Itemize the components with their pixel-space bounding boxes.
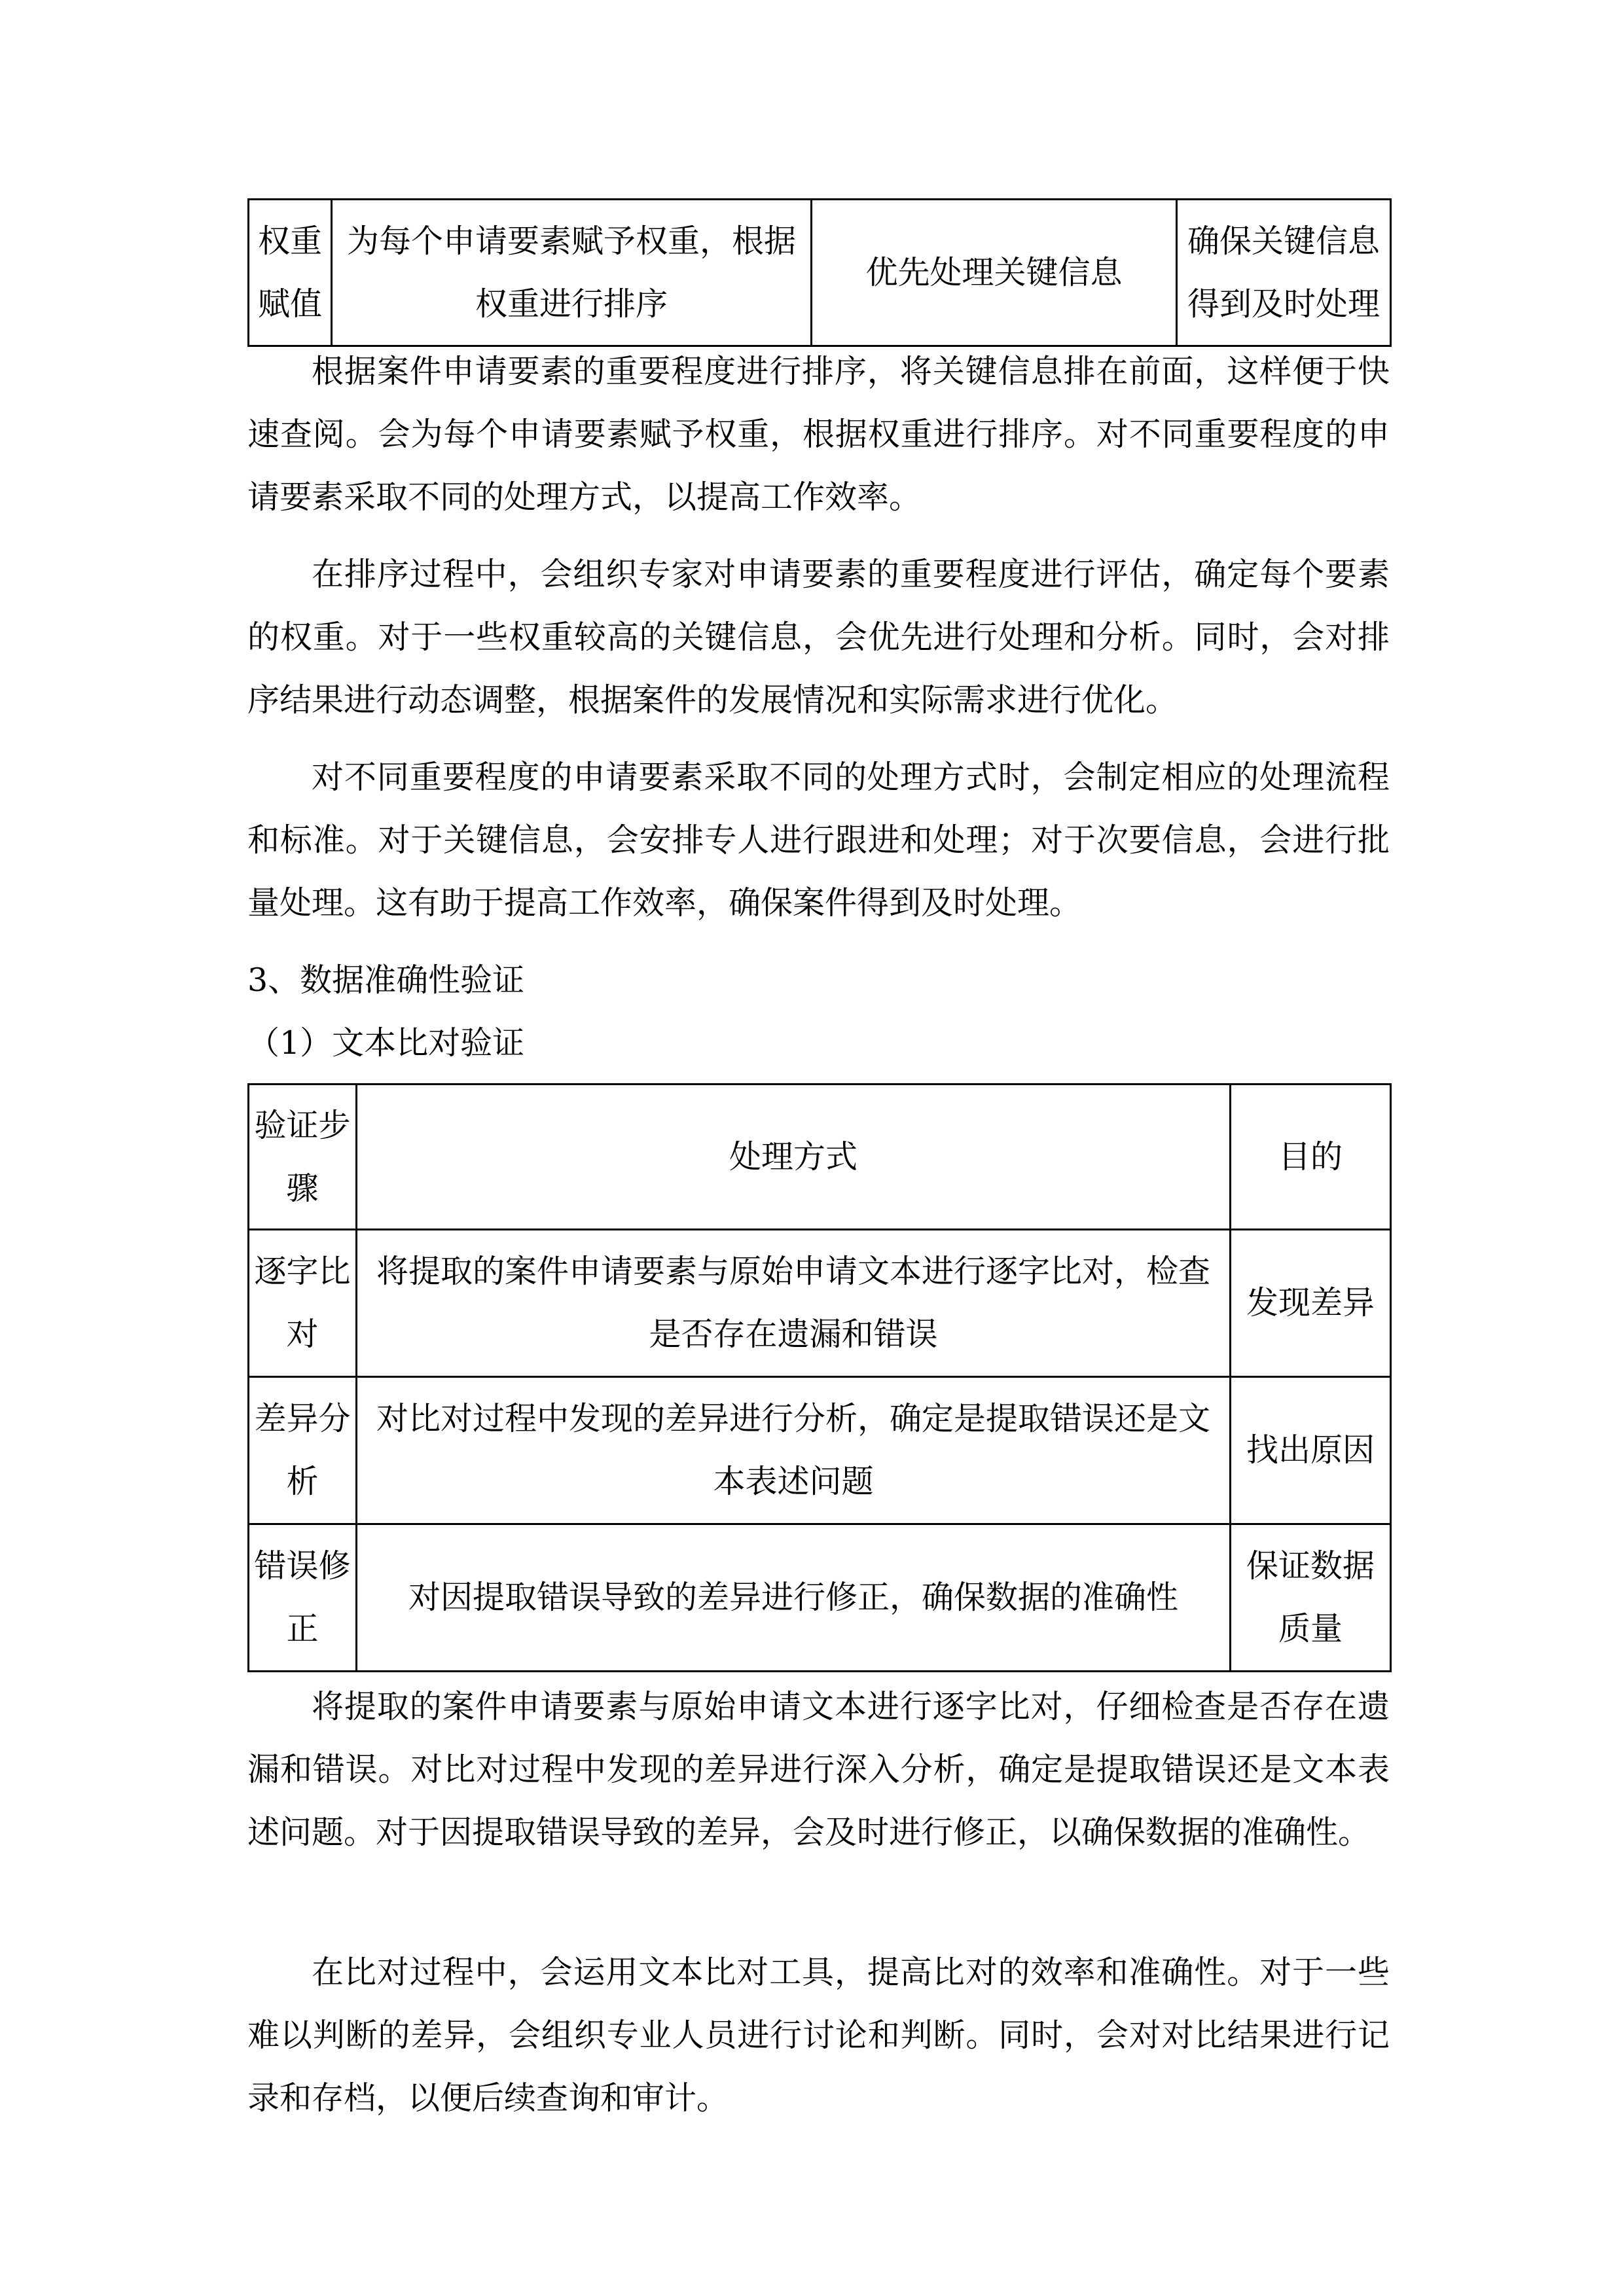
purpose-cell: 发现差异	[1231, 1230, 1391, 1377]
step-cell: 逐字比对	[249, 1230, 357, 1377]
method-cell: 将提取的案件申请要素与原始申请文本进行逐字比对，检查是否存在遗漏和错误	[357, 1230, 1231, 1377]
purpose-cell: 确保关键信息得到及时处理	[1177, 200, 1391, 346]
paragraph: 根据案件申请要素的重要程度进行排序，将关键信息排在前面，这样便于快速查阅。会为每个申请要素赋予权重，根据权重进行排序。对不同重要程度的申请要素采取不同的处理方式，以提高工作效率。	[247, 353, 1390, 516]
method-cell: 为每个申请要素赋予权重，根据权重进行排序	[332, 200, 812, 346]
table-row	[249, 1230, 1391, 1377]
paragraph: 将提取的案件申请要素与原始申请文本进行逐字比对，仔细检查是否存在遗漏和错误。对比对过程中发现的差异进行深入分析，确定是提取错误还是文本表述问题。对于因提取错误导致的差异，会及时进行修正，以确保数据的准确性。	[247, 1688, 1390, 1851]
paragraph: 对不同重要程度的申请要素采取不同的处理方式时，会制定相应的处理流程和标准。对于关键信息，会安排专人进行跟进和处理；对于次要信息，会进行批量处理。这有助于提高工作效率，确保案件得到及时处理。	[247, 759, 1390, 922]
table-row	[249, 1524, 1391, 1672]
priority-cell: 优先处理关键信息	[812, 200, 1177, 346]
step-cell: 权重赋值	[249, 200, 332, 346]
table-row	[249, 200, 1391, 346]
paragraph: 在排序过程中，会组织专家对申请要素的重要程度进行评估，确定每个要素的权重。对于一些权重较高的关键信息，会优先进行处理和分析。同时，会对排序结果进行动态调整，根据案件的发展情况和实际需求进行优化。	[247, 556, 1390, 719]
sub-heading: （1）文本比对验证	[247, 1024, 525, 1062]
paragraph: 在比对过程中，会运用文本比对工具，提高比对的效率和准确性。对于一些难以判断的差异，会组织专业人员进行讨论和判断。同时，会对对比结果进行记录和存档，以便后续查询和审计。	[247, 1954, 1390, 2117]
method-cell: 对因提取错误导致的差异进行修正，确保数据的准确性	[357, 1524, 1231, 1672]
header-step: 验证步骤	[249, 1085, 357, 1230]
table-header-row	[249, 1085, 1391, 1230]
weight-table	[247, 198, 1392, 347]
section-heading: 3、数据准确性验证	[247, 961, 525, 999]
step-cell: 差异分析	[249, 1377, 357, 1524]
purpose-cell: 保证数据质量	[1231, 1524, 1391, 1672]
table-row	[249, 1377, 1391, 1524]
step-cell: 错误修正	[249, 1524, 357, 1672]
purpose-cell: 找出原因	[1231, 1377, 1391, 1524]
verification-table	[247, 1083, 1392, 1672]
header-purpose: 目的	[1231, 1085, 1391, 1230]
header-method: 处理方式	[357, 1085, 1231, 1230]
method-cell: 对比对过程中发现的差异进行分析，确定是提取错误还是文本表述问题	[357, 1377, 1231, 1524]
